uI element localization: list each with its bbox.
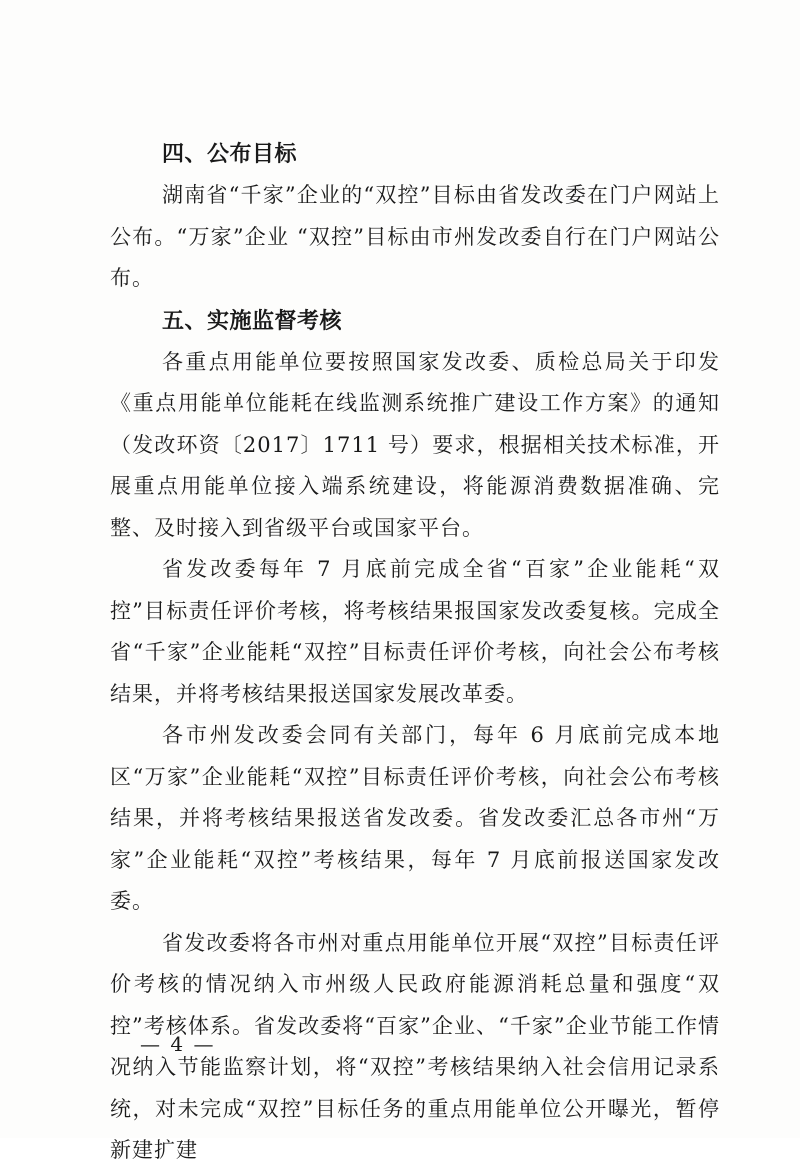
page-content [110,135,720,1172]
section-heading-4: 四、公布目标 [162,142,298,167]
paragraph: 湖南省“千家”企业的“双控”目标由省发改委在门户网站上公布。“万家”企业 “双控”目标由市州发改委自行在门户网站公布。 [110,183,720,290]
paragraph: 省发改委将各市州对重点用能单位开展“双控”目标责任评价考核的情况纳入市州级人民政府能源消耗总量和强度“双控”考核体系。省发改委将“百家”企业、“千家”企业节能工作情况纳入节能监察计划，将“双控”考核结果纳入社会信用记录系统，对未完成“双控”目标任务的重点用能单位公开曝光，暂停新建扩建 [110,930,720,1162]
page-number: — 4 — [140,1032,216,1056]
paragraph: 各市州发改委会同有关部门，每年 6 月底前完成本地区“万家”企业能耗“双控”目标责任评价考核，向社会公布考核结果，并将考核结果报送省发改委。省发改委汇总各市州“万家”企业能耗“双控”考核结果，每年 7 月底前报送国家发改委。 [110,723,720,913]
paragraph: 各重点用能单位要按照国家发改委、质检总局关于印发《重点用能单位能耗在线监测系统推广建设工作方案》的通知（发改环资〔2017〕1711 号）要求，根据相关技术标准，开展重点用能单位接入端系统建设，将能源消费数据准确、完整、及时接入到省级平台或国家平台。 [110,349,720,540]
paragraph: 省发改委每年 7 月底前完成全省“百家”企业能耗“双控”目标责任评价考核，将考核结果报国家发改委复核。完成全省“千家”企业能耗“双控”目标责任评价考核，向社会公布考核结果，并将考核结果报送国家发展改革委。 [110,557,720,706]
section-heading-5: 五、实施监督考核 [162,308,343,334]
